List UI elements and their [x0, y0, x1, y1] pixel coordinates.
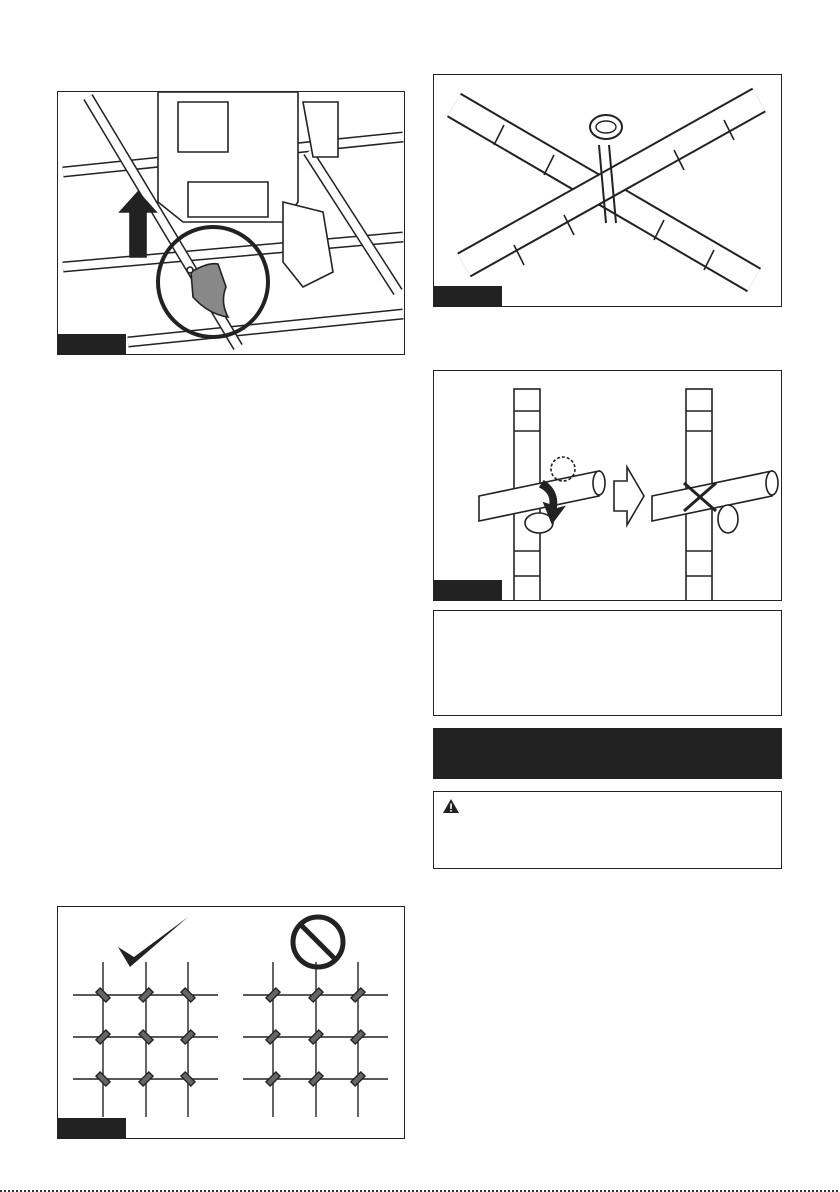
tie-mark — [351, 1072, 365, 1086]
figure-label-tab — [434, 580, 502, 600]
tie-mark — [351, 1030, 365, 1044]
tie-mark — [351, 988, 365, 1002]
figure-tied-cross — [433, 74, 782, 307]
tie-mark — [309, 1030, 323, 1044]
warning-box — [433, 791, 782, 869]
tie-mark — [96, 988, 110, 1002]
tie-mark — [96, 1072, 110, 1086]
figure-tie-twist — [433, 370, 782, 601]
tie-pattern-illustration — [58, 907, 404, 1138]
tie-mark — [181, 988, 195, 1002]
figure-tool-lever — [57, 91, 405, 355]
section-header-bar — [433, 728, 782, 779]
tie-mark — [96, 1030, 110, 1044]
figure-label-tab — [58, 1118, 126, 1138]
tie-mark — [266, 988, 280, 1002]
tie-mark — [181, 1072, 195, 1086]
tie-mark — [181, 1030, 195, 1044]
tie-mark — [266, 1030, 280, 1044]
tie-mark — [139, 988, 153, 1002]
tie-mark — [309, 988, 323, 1002]
figure-label-tab — [58, 334, 126, 354]
tied-cross-illustration — [434, 75, 781, 306]
figure-label-tab — [434, 286, 502, 306]
tie-mark — [139, 1030, 153, 1044]
checkmark-icon — [118, 917, 188, 967]
figure-tie-pattern — [57, 906, 405, 1139]
prohibition-icon — [293, 917, 343, 967]
warning-triangle-icon — [442, 798, 460, 814]
tie-twist-illustration — [434, 371, 781, 600]
tie-mark — [266, 1072, 280, 1086]
tie-mark — [309, 1072, 323, 1086]
note-box — [433, 610, 782, 716]
tie-mark — [139, 1072, 153, 1086]
tool-lever-illustration — [58, 92, 404, 354]
